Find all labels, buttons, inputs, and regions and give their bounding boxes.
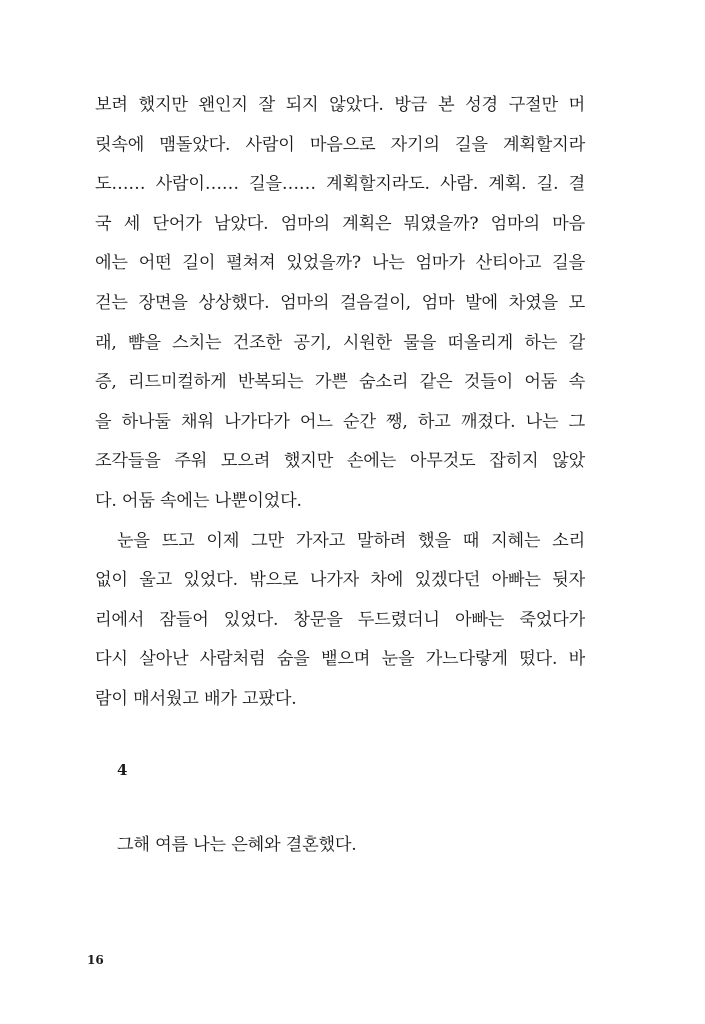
page-number: 16	[87, 953, 104, 967]
section-first-line: 그해 여름 나는 은혜와 결혼했다.	[117, 835, 357, 855]
text-line: 래, 뺨을 스치는 건조한 공기, 시원한 물을 떠올리게 하는 갈	[95, 332, 585, 353]
text-line: 걷는 장면을 상상했다. 엄마의 걸음걸이, 엄마 발에 차였을 모	[95, 292, 585, 313]
text-line: 리에서 잠들어 있었다. 창문을 두드렸더니 아빠는 죽었다가	[95, 609, 585, 630]
text-line: 증, 리드미컬하게 반복되는 가쁜 숨소리 같은 것들이 어둠 속	[95, 372, 585, 393]
section-number: 4	[117, 761, 128, 779]
text-line: 릿속에 맴돌았다. 사람이 마음으로 자기의 길을 계획할지라	[95, 134, 585, 155]
text-line: 없이 울고 있었다. 밖으로 나가자 차에 있겠다던 아빠는 뒷자	[95, 570, 585, 591]
text-line: 다시 살아난 사람처럼 숨을 뱉으며 눈을 가느다랗게 떴다. 바	[95, 649, 585, 670]
text-line: 을 하나둘 채워 나가다가 어느 순간 쨍, 하고 깨졌다. 나는 그	[95, 411, 585, 432]
text-line: 람이 매서웠고 배가 고팠다.	[95, 688, 297, 709]
text-line: 에는 어떤 길이 펼쳐져 있었을까? 나는 엄마가 산티아고 길을	[95, 253, 585, 274]
body-text	[95, 86, 585, 720]
text-line: 보려 했지만 왠인지 잘 되지 않았다. 방금 본 성경 구절만 머	[95, 95, 585, 115]
text-line: 국 세 단어가 남았다. 엄마의 계획은 뭐였을까? 엄마의 마음	[95, 213, 585, 234]
text-line: 다. 어둠 속에는 나뿐이었다.	[95, 490, 302, 511]
text-line: 조각들을 주워 모으려 했지만 손에는 아무것도 잡히지 않았	[95, 451, 585, 472]
text-line: 눈을 뜨고 이제 그만 가자고 말하려 했을 때 지혜는 소리	[117, 530, 585, 551]
text-line: 도…… 사람이…… 길을…… 계획할지라도. 사람. 계획. 길. 결	[95, 174, 585, 195]
